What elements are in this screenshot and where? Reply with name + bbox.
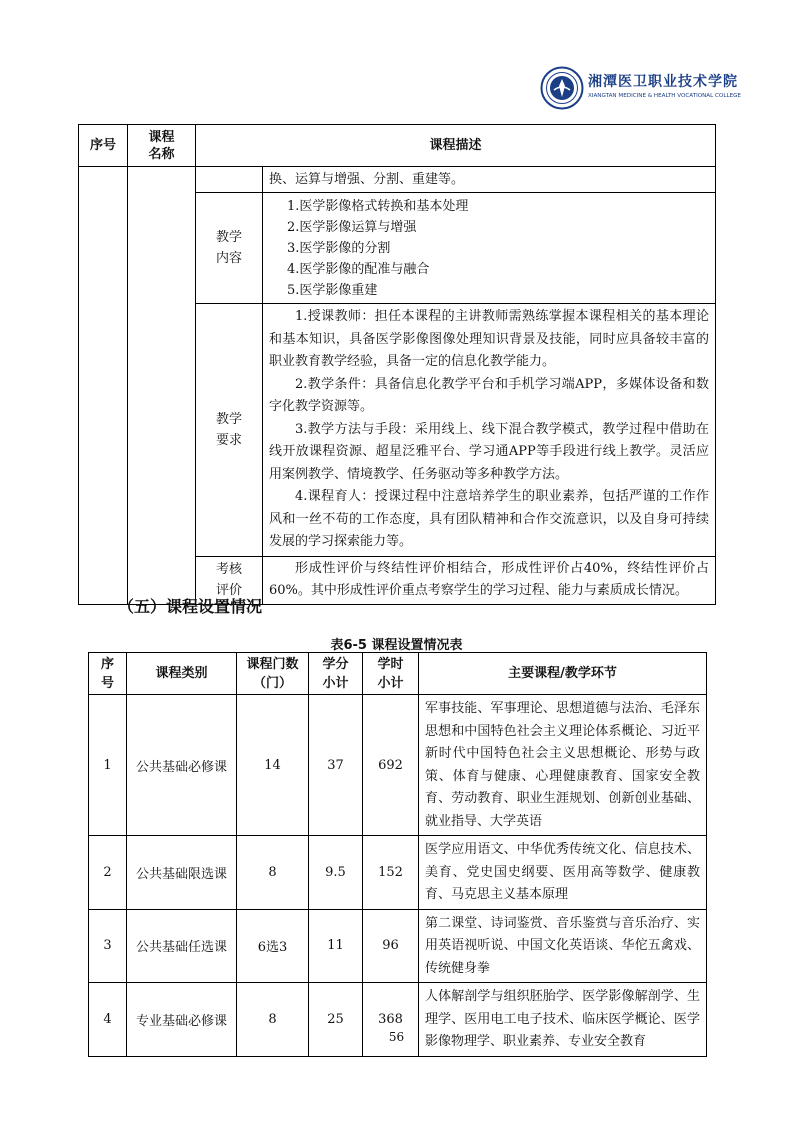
label-assess-line1: 考核 [215, 562, 242, 577]
table-header-row [79, 125, 716, 167]
list-item: 3.医学影像的分割 [287, 241, 391, 256]
requirement-paragraph: 4.课程育人：授课过程中注意培养学生的职业素养，包括严谨的工作作风和一丝不苟的工作态度，具有团队精神和合作交流意识，以及自身可持续发展的学习探索能力等。 [269, 489, 710, 549]
cell-no: 1 [89, 695, 127, 836]
header-no-line1: 序 [100, 656, 114, 672]
header-count [237, 653, 309, 695]
school-seal-icon [540, 66, 584, 110]
cell-label-empty [196, 167, 263, 193]
cell-hours: 152 [363, 836, 419, 910]
assessment-paragraph: 形成性评价与终结性评价相结合，形成性评价占40%，终结性评价占60%。其中形成性评价重点考察学生的学习过程、能力与素质成长情况。 [269, 560, 710, 598]
cell-main-courses: 军事技能、军事理论、思想道德与法治、毛泽东思想和中国特色社会主义理论体系概论、习近平新时代中国特色社会主义思想概论、形势与政策、体育与健康、心理健康教育、国家安全教育、劳动教育、职业生涯规划、创新创业基础、就业指导、大学英语 [419, 695, 707, 836]
cell-category: 公共基础限选课 [127, 836, 237, 910]
cell-credits: 9.5 [309, 836, 363, 910]
cell-category: 公共基础必修课 [127, 695, 237, 836]
cell-category: 专业基础必修课 [127, 983, 237, 1057]
cell-main-courses: 医学应用语文、中华优秀传统文化、信息技术、美育、党史国史纲要、医用高等数学、健康教育、马克思主义基本原理 [419, 836, 707, 910]
header-credits [309, 653, 363, 695]
header-course-name [128, 125, 196, 167]
header-name-line2: 名称 [148, 146, 175, 162]
table-header-row [89, 653, 707, 695]
header-credit-line1: 学分 [322, 656, 349, 672]
table-row [89, 695, 707, 836]
label-assess-line2: 评价 [215, 583, 242, 598]
header-no [89, 653, 127, 695]
requirement-paragraph: 3.教学方法与手段：采用线上、线下混合教学模式，教学过程中借助在线开放课程资源、超星泛雅平台、学习通APP等手段进行线上教学。灵活应用案例教学、情境教学、任务驱动等多种教学方法。 [269, 421, 710, 482]
school-name-en: XIANGTAN MEDICINE & HEALTH VOCATIONAL COLLEGE [588, 93, 741, 99]
header-description: 课程描述 [196, 125, 716, 167]
label-content-line1: 教学 [215, 230, 242, 245]
requirement-paragraph: 2.教学条件：具备信息化教学平台和手机学习端APP，多媒体设备和数字化教学资源等。 [269, 376, 710, 414]
header-no: 序号 [79, 125, 128, 167]
label-req-line1: 教学 [215, 411, 242, 427]
continued-cell [263, 167, 716, 193]
cell-count: 8 [237, 983, 309, 1057]
header-count-line2: （门） [252, 675, 292, 691]
header-category: 课程类别 [127, 653, 237, 695]
header-hours-line1: 学时 [377, 656, 404, 672]
cell-count: 14 [237, 695, 309, 836]
course-description-table [78, 124, 716, 605]
cell-main-courses: 第二课堂、诗词鉴赏、音乐鉴赏与音乐治疗、实用英语视听说、中国文化英语谈、华佗五禽戏、传统健身拳 [419, 909, 707, 983]
cell-main-courses: 人体解剖学与组织胚胎学、医学影像解剖学、生理学、医用电工电子技术、临床医学概论、医学影像物理学、职业素养、专业安全教育 [419, 983, 707, 1057]
list-item: 5.医学影像重建 [287, 283, 378, 298]
cell-no-empty [79, 167, 128, 605]
row-continued [79, 167, 716, 193]
label-content-line2: 内容 [215, 251, 242, 266]
table-row [89, 909, 707, 983]
continued-line: 换、运算与增强、分割、重建等。 [269, 171, 465, 187]
cell-hours: 368 [363, 983, 419, 1057]
header-hours-line2: 小计 [377, 675, 404, 691]
header-name-line1: 课程 [148, 129, 175, 145]
section-title: （五）课程设置情况 [118, 597, 263, 616]
header-credit-line2: 小计 [322, 675, 349, 691]
label-req-line2: 要求 [215, 432, 242, 448]
label-teaching-content [196, 193, 263, 304]
assessment-cell [263, 556, 716, 604]
course-setting-table [88, 652, 707, 1057]
cell-name-empty [128, 167, 196, 605]
header-main-courses: 主要课程/教学环节 [419, 653, 707, 695]
cell-no: 2 [89, 836, 127, 910]
table-row [89, 836, 707, 910]
list-item: 4.医学影像的配准与融合 [287, 262, 430, 277]
page-number: 56 [388, 1030, 405, 1044]
table-caption: 表6-5 课程设置情况表 [330, 638, 463, 653]
cell-count: 8 [237, 836, 309, 910]
cell-credits: 25 [309, 983, 363, 1057]
cell-credits: 11 [309, 909, 363, 983]
list-item: 2.医学影像运算与增强 [287, 220, 417, 235]
header-no-line2: 号 [100, 675, 114, 691]
label-teaching-requirements [196, 304, 263, 557]
cell-count: 6选3 [237, 909, 309, 983]
cell-category: 公共基础任选课 [127, 909, 237, 983]
table-row [89, 983, 707, 1057]
cell-no: 3 [89, 909, 127, 983]
cell-no: 4 [89, 983, 127, 1057]
requirement-paragraph: 1.授课教师：担任本课程的主讲教师需熟练掌握本课程相关的基本理论和基本知识，具备医学影像图像处理知识背景及技能，同时应具备较丰富的职业教育教学经验，具备一定的信息化教学能力。 [269, 309, 710, 369]
cell-credits: 37 [309, 695, 363, 836]
teaching-requirements-cell [263, 304, 716, 557]
list-item: 1.医学影像格式转换和基本处理 [287, 199, 469, 214]
cell-hours: 96 [363, 909, 419, 983]
school-logo [540, 66, 740, 116]
header-count-line1: 课程门数 [246, 656, 299, 672]
cell-hours: 692 [363, 695, 419, 836]
teaching-content-cell [263, 193, 716, 304]
school-name-cn: 湘潭医卫职业技术学院 [588, 74, 738, 90]
header-hours [363, 653, 419, 695]
